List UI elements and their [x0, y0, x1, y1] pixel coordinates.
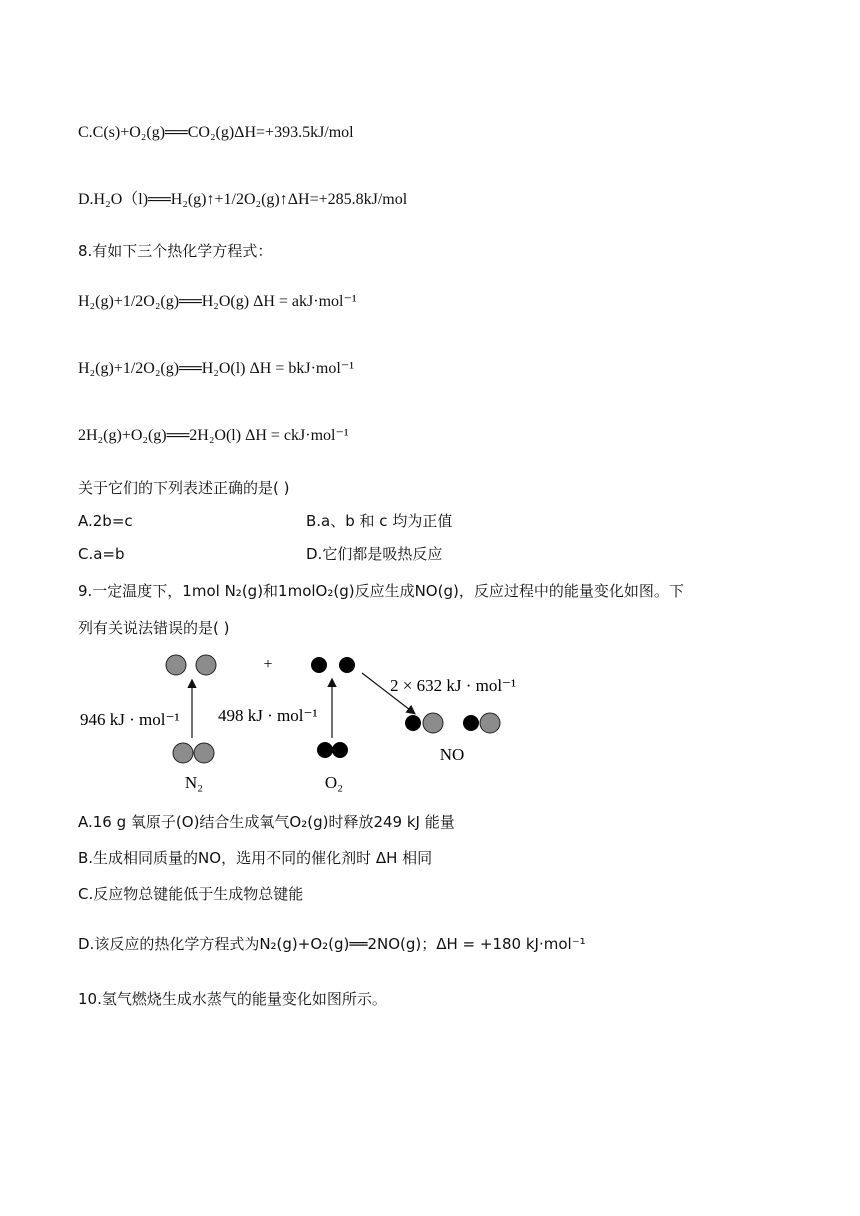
o2-label: O₂ — [324, 773, 344, 792]
no-1-o-atom — [405, 715, 421, 731]
q9-option-b: B.生成相同质量的NO，选用不同的催化剂时 ΔH 相同 — [78, 849, 433, 867]
q10-stem: 10.氢气燃烧生成水蒸气的能量变化如图所示。 — [78, 990, 387, 1008]
no-1-n-atom — [423, 713, 443, 733]
q8-option-b: B.a、b 和 c 均为正值 — [306, 512, 453, 530]
n2-bond-energy-label: 946 kJ · mol⁻¹ — [80, 710, 180, 729]
o-atom-top-1 — [311, 657, 327, 673]
o2-molecule-atom-2 — [332, 742, 348, 758]
q9-option-c: C.反应物总键能低于生成物总键能 — [78, 885, 304, 903]
q8-question: 关于它们的下列表述正确的是( ) — [78, 479, 290, 497]
no-label: NO — [439, 745, 465, 764]
plus-sign: + — [263, 656, 273, 673]
q8-option-a: A.2b=c — [78, 512, 133, 530]
q8-equation-1: H₂(g)+1/2O₂(g)══H₂O(g) ΔH = akJ·mol⁻¹ — [78, 293, 357, 310]
q8-options-row-1 — [78, 511, 778, 531]
q8-equation-3: 2H₂(g)+O₂(g)══2H₂O(l) ΔH = ckJ·mol⁻¹ — [78, 427, 349, 444]
o2-bond-energy-label: 498 kJ · mol⁻¹ — [218, 706, 318, 725]
q7-option-d: D.H₂O（l)══H₂(g)↑+1/2O₂(g)↑ΔH=+285.8kJ/mol — [78, 191, 408, 208]
q9-stem-line-2: 列有关说法错误的是( ) — [78, 619, 230, 637]
q7-option-c: C.C(s)+O₂(g)══CO₂(g)ΔH=+393.5kJ/mol — [78, 124, 354, 141]
q8-option-c: C.a=b — [78, 545, 125, 563]
no-2-o-atom — [463, 715, 479, 731]
q8-stem: 8.有如下三个热化学方程式： — [78, 242, 273, 260]
n-atom-top-1 — [166, 655, 186, 675]
n2-molecule-atom-2 — [194, 743, 214, 763]
q9-option-d: D.该反应的热化学方程式为N₂(g)+O₂(g)══2NO(g)；ΔH = +180 kJ·mol⁻¹ — [78, 935, 586, 953]
n-atom-top-2 — [196, 655, 216, 675]
q9-option-a: A.16 g 氧原子(O)结合生成氧气O₂(g)时释放249 kJ 能量 — [78, 813, 455, 831]
q9-stem-line-1: 9.一定温度下，1mol N₂(g)和1molO₂(g)反应生成NO(g)，反应过程中的能量变化如图。下 — [78, 582, 684, 600]
o2-molecule-atom-1 — [317, 742, 333, 758]
q8-options-row-2 — [78, 544, 778, 564]
q8-equation-2: H₂(g)+1/2O₂(g)══H₂O(l) ΔH = bkJ·mol⁻¹ — [78, 360, 355, 377]
q8-option-d: D.它们都是吸热反应 — [306, 545, 443, 563]
no-bond-energy-label: 2 × 632 kJ · mol⁻¹ — [390, 676, 517, 695]
n2-label: N₂ — [184, 773, 204, 792]
o-atom-top-2 — [339, 657, 355, 673]
bond-energy-diagram — [78, 645, 538, 800]
no-2-n-atom — [480, 713, 500, 733]
n2-molecule-atom-1 — [173, 743, 193, 763]
